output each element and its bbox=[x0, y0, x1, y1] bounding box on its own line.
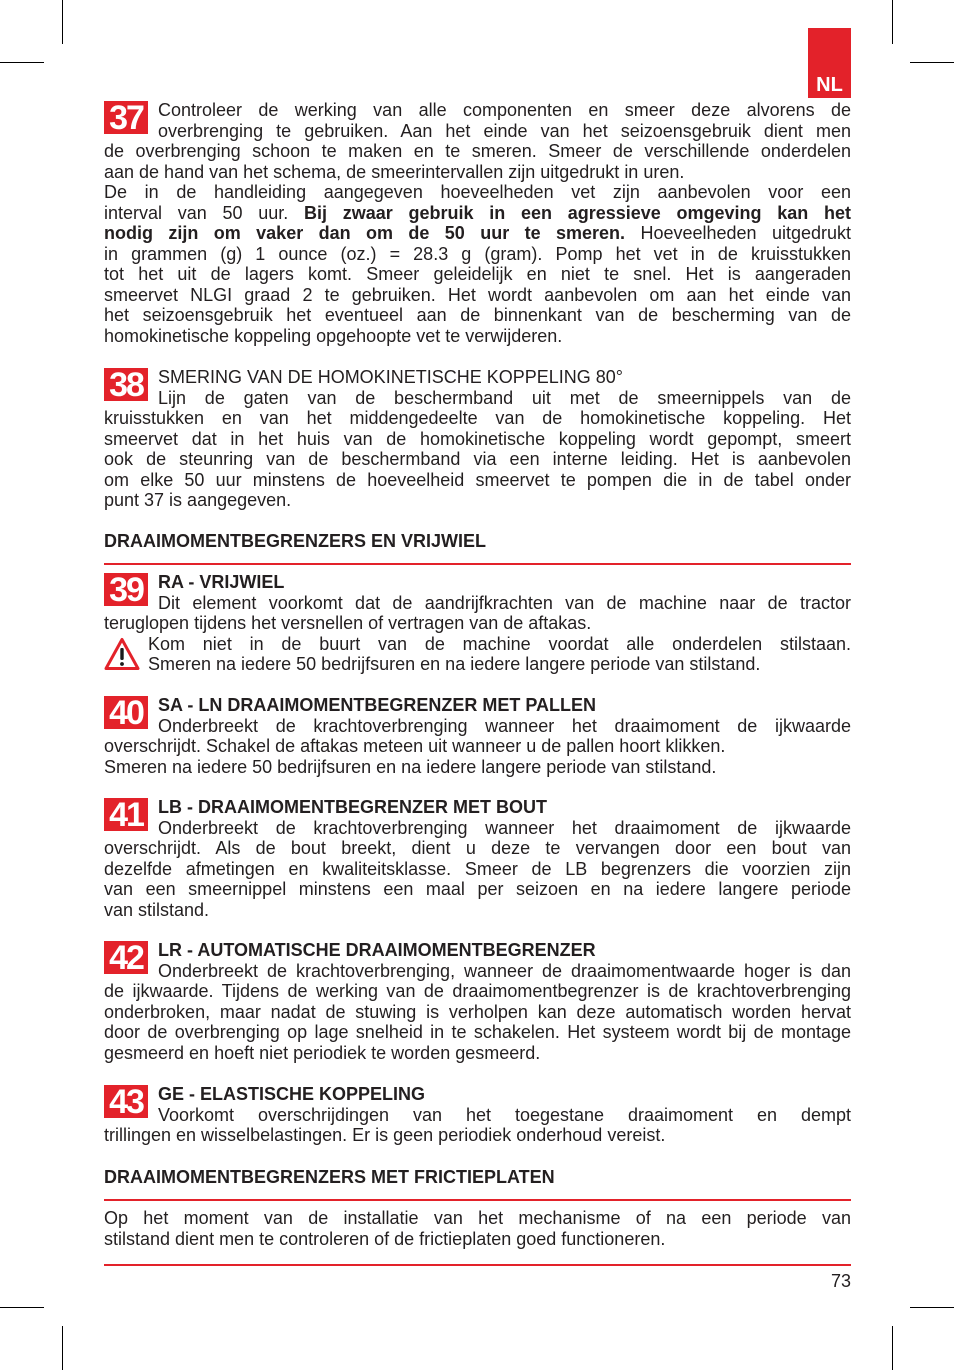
text-line: Dit element voorkomt dat de aandrijfkrachten van de machine naar de tractor bbox=[158, 592, 851, 613]
section-number-badge: 40 bbox=[104, 696, 148, 729]
chapter-heading: DRAAIMOMENTBEGRENZERS MET FRICTIEPLATEN bbox=[104, 1167, 555, 1187]
section-41 bbox=[104, 797, 851, 920]
chapter-heading: DRAAIMOMENTBEGRENZERS EN VRIJWIEL bbox=[104, 531, 487, 551]
text-line: de ijkwaarde. Tijdens de werking van de draaimomentbegrenzer is de krachtoverbrenging bbox=[104, 981, 851, 1002]
text-line: Controleer de werking van alle componenten en smeer deze alvorens de bbox=[158, 100, 851, 120]
crop-mark bbox=[62, 1326, 63, 1370]
text-line: kruisstukken en van het middengedeelte van de homokinetische koppeling. Het bbox=[104, 408, 851, 429]
text-line bbox=[104, 203, 851, 224]
section-title: SMERING VAN DE HOMOKINETISCHE KOPPELING 80° bbox=[158, 367, 623, 387]
section-title: LR - AUTOMATISCHE DRAAIMOMENTBEGRENZER bbox=[158, 940, 596, 960]
frictieplaten-paragraph bbox=[104, 1208, 851, 1249]
page-number: 73 bbox=[830, 1271, 851, 1291]
text-line: in grammen (g) 1 ounce (oz.) = 28.3 g (gram). Pomp het vet in de kruisstukken bbox=[104, 243, 851, 264]
section-number-badge: 42 bbox=[104, 941, 148, 974]
red-divider bbox=[104, 563, 851, 565]
warning-icon bbox=[104, 637, 140, 671]
text-line: De in de handleiding aangegeven hoeveelheden vet zijn aanbevolen voor een bbox=[104, 182, 851, 203]
language-tab-label: NL bbox=[816, 74, 843, 96]
section-title: LB - DRAAIMOMENTBEGRENZER MET BOUT bbox=[158, 797, 547, 817]
text-line: smeervet dat in het huis van de homokinetische koppeling wordt gepompt, smeert bbox=[104, 428, 851, 449]
section-number-badge: 38 bbox=[104, 368, 148, 401]
section-43 bbox=[104, 1084, 851, 1146]
text-line bbox=[104, 223, 851, 244]
text-line: Voorkomt overschrijdingen van het toegestane draaimoment en dempt bbox=[158, 1104, 851, 1125]
text-line: Lijn de gaten van de beschermband uit met de smeernippels van de bbox=[158, 387, 851, 408]
crop-mark bbox=[910, 62, 954, 63]
language-tab bbox=[808, 28, 851, 98]
crop-mark bbox=[62, 0, 63, 44]
text-line: trillingen en wisselbelastingen. Er is geen periodiek onderhoud vereist. bbox=[104, 1125, 666, 1146]
crop-mark bbox=[910, 1307, 954, 1308]
text-line: overschrijdt. Schakel de aftakas meteen uit wanneer u de pallen hoort klikken. bbox=[104, 736, 726, 757]
section-37 bbox=[104, 100, 851, 347]
text-line: homokinetische koppeling opgehoopte vet te verwijderen. bbox=[104, 326, 563, 347]
warning-text-line: Smeren na iedere 50 bedrijfsuren en na iedere langere periode van stilstand. bbox=[148, 654, 761, 675]
text-line: door de overbrenging op lage snelheid in te schakelen. Het systeem wordt bij de montage bbox=[104, 1022, 851, 1043]
text-run: interval van 50 uur. bbox=[104, 202, 289, 223]
text-line: om elke 50 uur minstens de hoeveelheid smeervet te pompen die in de tabel onder bbox=[104, 469, 851, 490]
section-38 bbox=[104, 367, 851, 511]
crop-mark bbox=[892, 0, 893, 44]
text-line: tot het uit de lagers komt. Smeer geleidelijk en niet te snel. Het is aangeraden bbox=[104, 264, 851, 285]
text-line: teruglopen tijdens het versnellen of vertragen van de aftakas. bbox=[104, 613, 592, 634]
text-line: ook de steunring van de beschermband via een interne leiding. Het is aanbevolen bbox=[104, 449, 851, 470]
section-number-badge: 39 bbox=[104, 573, 148, 606]
section-number-badge: 37 bbox=[104, 101, 148, 134]
text-line: punt 37 is aangegeven. bbox=[104, 490, 292, 511]
text-line: de overbrenging schoon te maken en te smeren. Smeer de verschillende onderdelen bbox=[104, 141, 851, 162]
text-line: overschrijdt. Als de bout breekt, dient u deze te vervangen door een bout van bbox=[104, 838, 851, 859]
text-line: overbrenging te gebruiken. Aan het einde van het seizoensgebruik dient men bbox=[158, 120, 851, 141]
warning-text-line: Kom niet in de buurt van de machine voordat alle onderdelen stilstaan. bbox=[148, 633, 851, 654]
section-title: GE - ELASTISCHE KOPPELING bbox=[158, 1084, 426, 1104]
text-line: aan de hand van het schema, de smeerintervallen zijn uitgedrukt in uren. bbox=[104, 161, 685, 182]
text-line: Onderbreekt de krachtoverbrenging, wanneer de draaimomentwaarde hoger is dan bbox=[158, 960, 851, 981]
text-line: Smeren na iedere 50 bedrijfsuren en na iedere langere periode van stilstand. bbox=[104, 756, 717, 777]
section-40 bbox=[104, 695, 851, 777]
red-divider bbox=[104, 1199, 851, 1201]
text-line: smeervet NLGI graad 2 te gebruiken. Het wordt aanbevolen om aan het einde van bbox=[104, 284, 851, 305]
crop-mark bbox=[0, 62, 44, 63]
crop-mark bbox=[0, 1307, 44, 1308]
text-line: het seizoensgebruik het eventueel aan de binnenkant van de bescherming van de bbox=[104, 305, 851, 326]
red-divider bbox=[104, 1264, 851, 1266]
text-line: gesmeerd en hoeft niet periodiek te worden gesmeerd. bbox=[104, 1042, 541, 1063]
section-title: SA - LN DRAAIMOMENTBEGRENZER MET PALLEN bbox=[158, 695, 596, 715]
bold-text-run: nodig zijn om vaker dan om de 50 uur te smeren. bbox=[104, 223, 626, 244]
bold-text-run: Bij zwaar gebruik in een agressieve omgeving kan het bbox=[304, 202, 851, 223]
text-line: onderbroken, maar nadat de stuwing is verholpen kan deze automatisch worden hervat bbox=[104, 1001, 851, 1022]
section-42 bbox=[104, 940, 851, 1063]
text-line: Onderbreekt de krachtoverbrenging wanneer het draaimoment de ijkwaarde bbox=[158, 817, 851, 838]
section-39 bbox=[104, 572, 851, 675]
crop-mark bbox=[892, 1326, 893, 1370]
text-line: van een smeernippel minstens een maal per seizoen en na iedere langere periode bbox=[104, 879, 851, 900]
text-line: van stilstand. bbox=[104, 899, 210, 920]
text-line: Onderbreekt de krachtoverbrenging wanneer het draaimoment de ijkwaarde bbox=[158, 715, 851, 736]
text-line: stilstand dient men te controleren of de frictieplaten goed functioneren. bbox=[104, 1228, 666, 1249]
section-number-badge: 43 bbox=[104, 1085, 148, 1118]
section-title: RA - VRIJWIEL bbox=[158, 572, 285, 592]
text-line: Op het moment van de installatie van het mechanisme of na een periode van bbox=[104, 1208, 851, 1228]
text-line: dezelfde afmetingen en kwaliteitsklasse. Smeer de LB begrenzers die voorzien zijn bbox=[104, 858, 851, 879]
section-number-badge: 41 bbox=[104, 798, 148, 831]
text-run: Hoeveelheden uitgedrukt bbox=[640, 223, 851, 244]
